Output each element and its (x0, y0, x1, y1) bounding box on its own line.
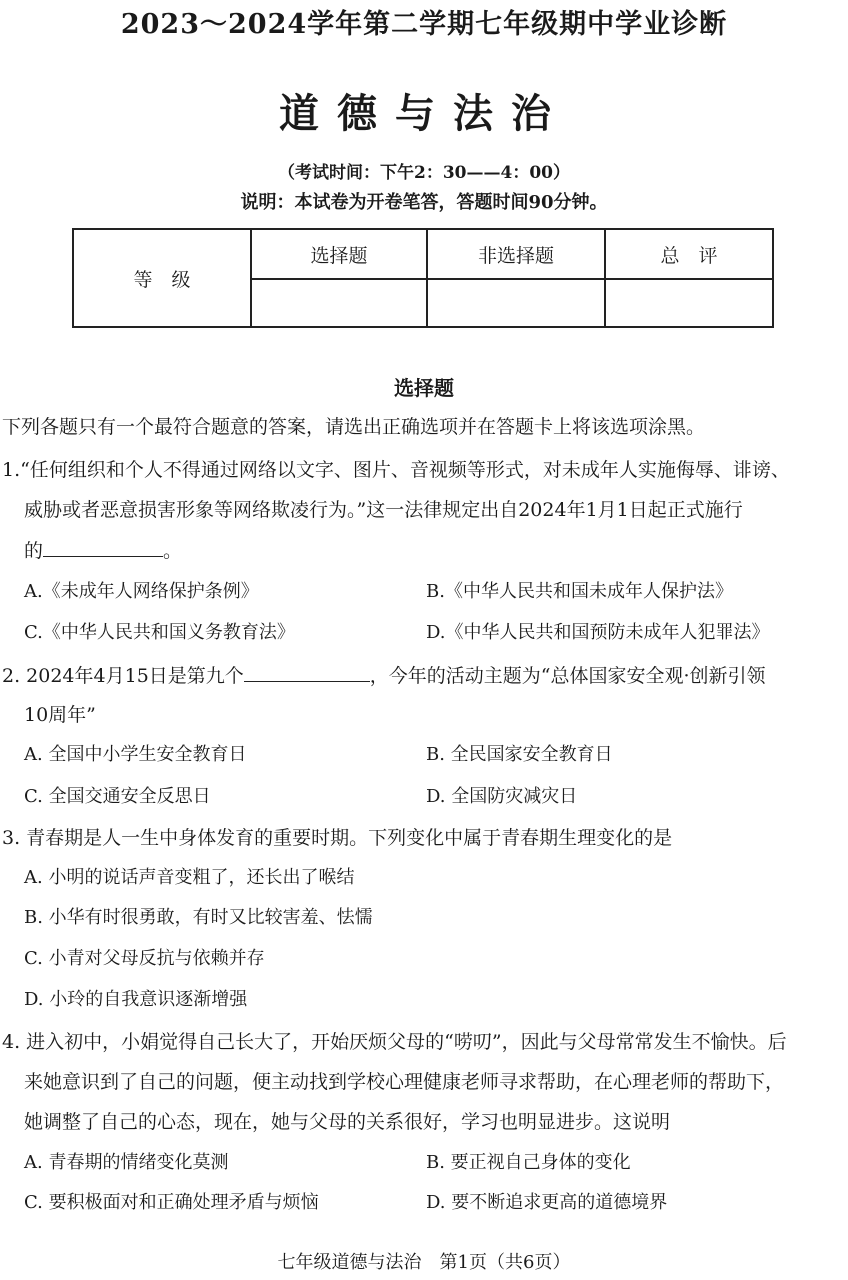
section-title: 选择题 (394, 376, 454, 400)
answer-blank (244, 663, 370, 682)
q2-line-2: 10周年” (24, 704, 96, 726)
q1-option-b: B.《中华人民共和国未成年人保护法》 (426, 581, 733, 602)
q1-line-2: 威胁或者恶意损害形象等网络欺凌行为。”这一法律规定出自2024年1月1日起正式施行 (24, 499, 743, 521)
q1-option-d: D.《中华人民共和国预防未成年人犯罪法》 (426, 622, 770, 643)
page-footer: 七年级道德与法治 第1页（共6页） (277, 1252, 571, 1273)
grade-table (72, 228, 774, 328)
q4-option-c: C. 要积极面对和正确处理矛盾与烦恼 (24, 1192, 319, 1213)
q2-line-1 (2, 663, 766, 688)
q2-option-b: B. 全民国家安全教育日 (426, 744, 613, 765)
q3-option-c: C. 小青对父母反抗与依赖并存 (24, 948, 265, 969)
q3-option-b: B. 小华有时很勇敢，有时又比较害羞、怯懦 (24, 907, 373, 928)
q4-option-d: D. 要不断追求更高的道德境界 (426, 1192, 668, 1213)
q1-option-c: C.《中华人民共和国义务教育法》 (24, 622, 295, 643)
grade-cell-choice (251, 279, 427, 327)
q4-option-b: B. 要正视自己身体的变化 (426, 1152, 631, 1173)
q4-line-3: 她调整了自己的心态，现在，她与父母的关系很好，学习也明显进步。这说明 (24, 1111, 671, 1133)
grade-col-total: 总 评 (605, 229, 773, 279)
grade-col-choice: 选择题 (251, 229, 427, 279)
q2-line-1-end: ，今年的活动主题为“总体国家安全观·创新引领 (369, 665, 766, 687)
q1-line-3-end: 。 (163, 540, 183, 562)
section-instruction: 下列各题只有一个最符合题意的答案，请选出正确选项并在答题卡上将该选项涂黑。 (2, 416, 706, 438)
q4-line-1: 4. 进入初中，小娟觉得自己长大了，开始厌烦父母的“唠叨”，因此与父母常常发生不愉快。后 (2, 1031, 787, 1053)
exam-note: 说明：本试卷为开卷笔答，答题时间90分钟。 (240, 192, 608, 213)
q4-line-2: 来她意识到了自己的问题，便主动找到学校心理健康老师寻求帮助，在心理老师的帮助下， (24, 1071, 785, 1093)
q1-line-3-text: 的 (24, 540, 44, 562)
exam-time: （考试时间：下午2：30——4：00） (278, 163, 570, 183)
grade-row-label: 等 级 (73, 229, 251, 327)
q3-line-1: 3. 青春期是人一生中身体发育的重要时期。下列变化中属于青春期生理变化的是 (2, 827, 673, 849)
q2-line-1-start: 2. 2024年4月15日是第九个 (2, 665, 244, 687)
answer-blank (43, 538, 163, 557)
grade-col-nonchoice: 非选择题 (427, 229, 605, 279)
q1-line-1: 1.“任何组织和个人不得通过网络以文字、图片、音视频等形式，对未成年人实施侮辱、诽谤、 (2, 459, 790, 481)
exam-header-title: 2023～2024学年第二学期七年级期中学业诊断 (120, 9, 728, 40)
q3-option-a: A. 小明的说话声音变粗了，还长出了喉结 (24, 867, 355, 888)
q1-line-3 (24, 538, 182, 563)
q3-option-d: D. 小玲的自我意识逐渐增强 (24, 989, 248, 1010)
grade-cell-nonchoice (427, 279, 605, 327)
q2-option-a: A. 全国中小学生安全教育日 (24, 744, 247, 765)
q2-option-d: D. 全国防灾减灾日 (426, 786, 578, 807)
grade-cell-total (605, 279, 773, 327)
q2-option-c: C. 全国交通安全反思日 (24, 786, 211, 807)
subject-title: 道德与法治 (279, 90, 569, 137)
q1-option-a: A.《未成年人网络保护条例》 (24, 581, 259, 602)
q4-option-a: A. 青春期的情绪变化莫测 (24, 1152, 229, 1173)
